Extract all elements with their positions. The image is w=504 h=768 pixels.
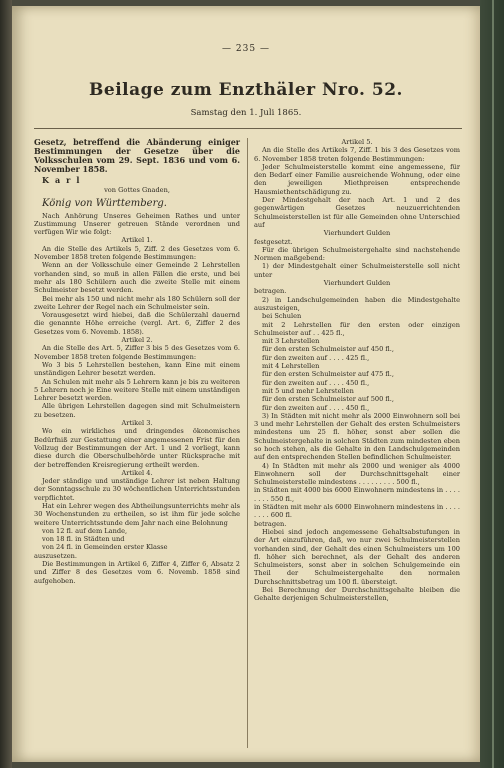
paragraph: König von Württemberg. — [42, 197, 167, 209]
paragraph: 4) In Städten mit mehr als 2000 und weniger als 4000 Einwohnern soll der Durchschnittsgehalt einer Schulmeisterstelle mindestens . . . . . . . . . 500 fl., — [254, 461, 460, 487]
book-edge — [480, 0, 504, 768]
paragraph: An die Stelle des Art. 5, Ziffer 3 bis 5 des Gesetzes vom 6. November 1858 treten folgende Bestimmungen: — [34, 344, 240, 361]
paragraph: Bei mehr als 150 und nicht mehr als 180 Schülern soll der zweite Lehrer der Regel nach ein Schulmeister sein. — [34, 294, 240, 311]
paragraph: für den ersten Schulmeister auf 450 fl., — [262, 345, 394, 354]
paragraph: Hat ein Lehrer wegen des Abtheilungsunterrichts mehr als 30 Wochenstunden zu ertheilen, so ist ihm für jede solche weitere Unterrichtsstunde dem Jahr nach eine Belohnung — [34, 501, 240, 527]
paragraph: bei Schulen — [262, 312, 302, 321]
paragraph: Vorausgesetzt wird hiebei, daß die Schülerzahl dauernd die genannte Höhe erreiche (vergl. Art. 6, Ziffer 2 des Gesetzes vom 6. Novemb. 1858). — [34, 311, 240, 336]
header-rule — [34, 128, 462, 129]
paragraph: von 24 fl. in Gemeinden erster Klasse — [42, 543, 168, 552]
paragraph: Artikel 2. — [121, 336, 153, 345]
paragraph: Artikel 1. — [121, 236, 153, 245]
paragraph: in Städten mit mehr als 6000 Einwohnern mindestens in . . . . . . . . 600 fl. — [254, 503, 461, 520]
paragraph: betragen. — [254, 519, 287, 528]
paragraph: 3) In Städten mit nicht mehr als 2000 Einwohnern soll bei 3 und mehr Lehrstellen der Gehalt des ersten Schulmeisters mindestens um 25 fl. höher, sonst aber sollen die Schulmeistergehalte in solchen Städten zum mindesten eben so hoch stehen, als die Gehalte in den Landschulgemeinden auf den entsprechenden Stellen befindlichen Schulmeister. — [254, 411, 460, 462]
paragraph: Karl — [42, 175, 86, 185]
date-line: Samstag den 1. Juli 1865. — [190, 108, 302, 118]
paragraph: An die Stelle des Artikels 5, Ziff. 2 des Gesetzes vom 6. November 1858 treten folgende Bestimmungen: — [34, 244, 240, 262]
paragraph: für den zweiten auf . . . . 425 fl., — [262, 353, 370, 362]
paragraph: von 18 fl. in Städten und — [42, 535, 125, 544]
paragraph: auszusetzen. — [34, 551, 77, 560]
paragraph: Jeder Schulmeisterstelle kommt eine angemessene, für den Bedarf einer Familie ausreichende Wohnung, oder eine den jeweiligen Miethpreisen entsprechende Hausmiethentschädigung zu. — [254, 162, 460, 196]
paragraph: Artikel 3. — [121, 419, 153, 428]
paragraph: betragen. — [254, 287, 287, 296]
paragraph: festgesetzt. — [254, 237, 293, 246]
paragraph: Vierhundert Gulden — [323, 279, 391, 288]
paragraph: für den zweiten auf . . . . 450 fl., — [262, 378, 370, 387]
paragraph: für den zweiten auf . . . . 450 fl., — [262, 403, 370, 412]
paragraph: mit 3 Lehrstellen — [262, 337, 320, 346]
paragraph: Wo ein wirkliches und dringendes ökonomisches Bedürfniß zur Gestattung einer angemessenen Frist für den Vollzug der Bestimmungen der Art. 1 und 2 vorliegt, kann diese durch die Oberschulbehörde unter Rücksprache mit der betreffenden Kreisregierung ertheilt werden. — [34, 427, 240, 469]
paragraph: 2) in Landschulgemeinden haben die Mindestgehalte auszusteigen, — [254, 295, 460, 312]
paragraph: Nach Anhörung Unseres Geheimen Rathes und unter Zustimmung Unserer getreuen Stände verordnen und verfügen Wir wie folgt: — [34, 211, 240, 237]
left-column — [34, 138, 240, 585]
paragraph: 1) der Mindestgehalt einer Schulmeisterstelle soll nicht unter — [254, 262, 460, 279]
paragraph: An Schulen mit mehr als 5 Lehrern kann je bis zu weiteren 5 Lehrern noch je Eine weitere Stelle mit einem unständigen Lehrer besetzt werden. — [34, 377, 240, 403]
paragraph: mit 4 Lehrstellen — [262, 362, 320, 371]
paragraph: Vierhundert Gulden — [323, 229, 391, 238]
paragraph: mit 2 Lehrstellen für den ersten oder einzigen Schulmeister auf . . 425 fl., — [254, 320, 460, 337]
paragraph: Artikel 4. — [121, 468, 153, 477]
paragraph: Jeder ständige und unständige Lehrer ist neben Haltung der Sonntagsschule zu 30 wöchentlichen Unterrichtsstunden verpflichtet. — [34, 477, 240, 502]
paragraph: für den ersten Schulmeister auf 500 fl., — [262, 395, 394, 404]
right-column — [254, 138, 460, 603]
page-title: Beilage zum Enzthäler Nro. 52. — [89, 80, 403, 100]
paragraph: Die Bestimmungen in Artikel 6, Ziffer 4, Ziffer 6, Absatz 2 und Ziffer 8 des Gesetzes vom 6. Novemb. 1858 sind aufgehoben. — [34, 560, 240, 585]
paragraph: von Gottes Gnaden, — [104, 186, 170, 195]
paragraph: Wo 3 bis 5 Lehrstellen bestehen, kann Eine mit einem unständigen Lehrer besetzt werden. — [34, 360, 240, 378]
page-number: — 235 — — [222, 44, 270, 54]
paragraph: Wenn an der Volksschule einer Gemeinde 2 Lehrstellen vorhanden sind, so muß in allen Fällen die erste, und bei mehr als 180 Schülern auch die zweite Stelle mit einem Schulmeister besetzt werden. — [34, 261, 240, 295]
paragraph: Der Mindestgehalt der nach Art. 1 und 2 des gegenwärtigen Gesetzes neuzuerrichtenden Schulmeisterstellen ist für alle Gemeinden ohne Unterschied auf — [254, 196, 460, 229]
paragraph: An die Stelle des Artikels 7, Ziff. 1 bis 3 des Gesetzes vom 6. November 1858 treten folgende Bestimmungen: — [254, 146, 460, 163]
paragraph: für den ersten Schulmeister auf 475 fl., — [262, 370, 394, 379]
paragraph: Für die übrigen Schulmeistergehalte sind nachstehende Normen maßgebend: — [254, 245, 460, 263]
paragraph: mit 5 und mehr Lehrstellen — [262, 386, 354, 395]
column-divider — [247, 138, 248, 748]
paragraph: Hiebei sind jedoch angemessene Gehaltsabstufungen in der Art einzuführen, daß, wo nur zwei Schulmeisterstellen vorhanden sind, der Gehalt des einen Schulmeisters um 100 fl. höher sich berechnet, als der Gehalt des anderen Schulmeisters, sonst aber in solchen Schulgemeinde ein Theil der Schulmeistergehalte den normalen Durchschnittsbetrag um 100 fl. übersteigt. — [254, 527, 460, 586]
edge-line — [492, 0, 494, 768]
paragraph: Bei Berechnung der Durchschnittsgehalte bleiben die Gehalte derjenigen Schulmeisterstellen, — [254, 586, 460, 603]
book-spine — [0, 0, 12, 768]
paragraph: Gesetz, betreffend die Abänderung einiger Bestimmungen der Gesetze über die Volksschulen vom 29. Sept. 1836 und vom 6. November 1858. — [34, 137, 240, 174]
paragraph: in Städten mit 4000 bis 6000 Einwohnern mindestens in . . . . . . . . 550 fl., — [254, 486, 460, 503]
paragraph: Alle übrigen Lehrstellen dagegen sind mit Schulmeistern zu besetzen. — [34, 402, 240, 419]
paragraph: Artikel 5. — [341, 138, 373, 146]
document-page — [12, 6, 480, 762]
paragraph: von 12 fl. auf dem Lande, — [42, 526, 128, 535]
